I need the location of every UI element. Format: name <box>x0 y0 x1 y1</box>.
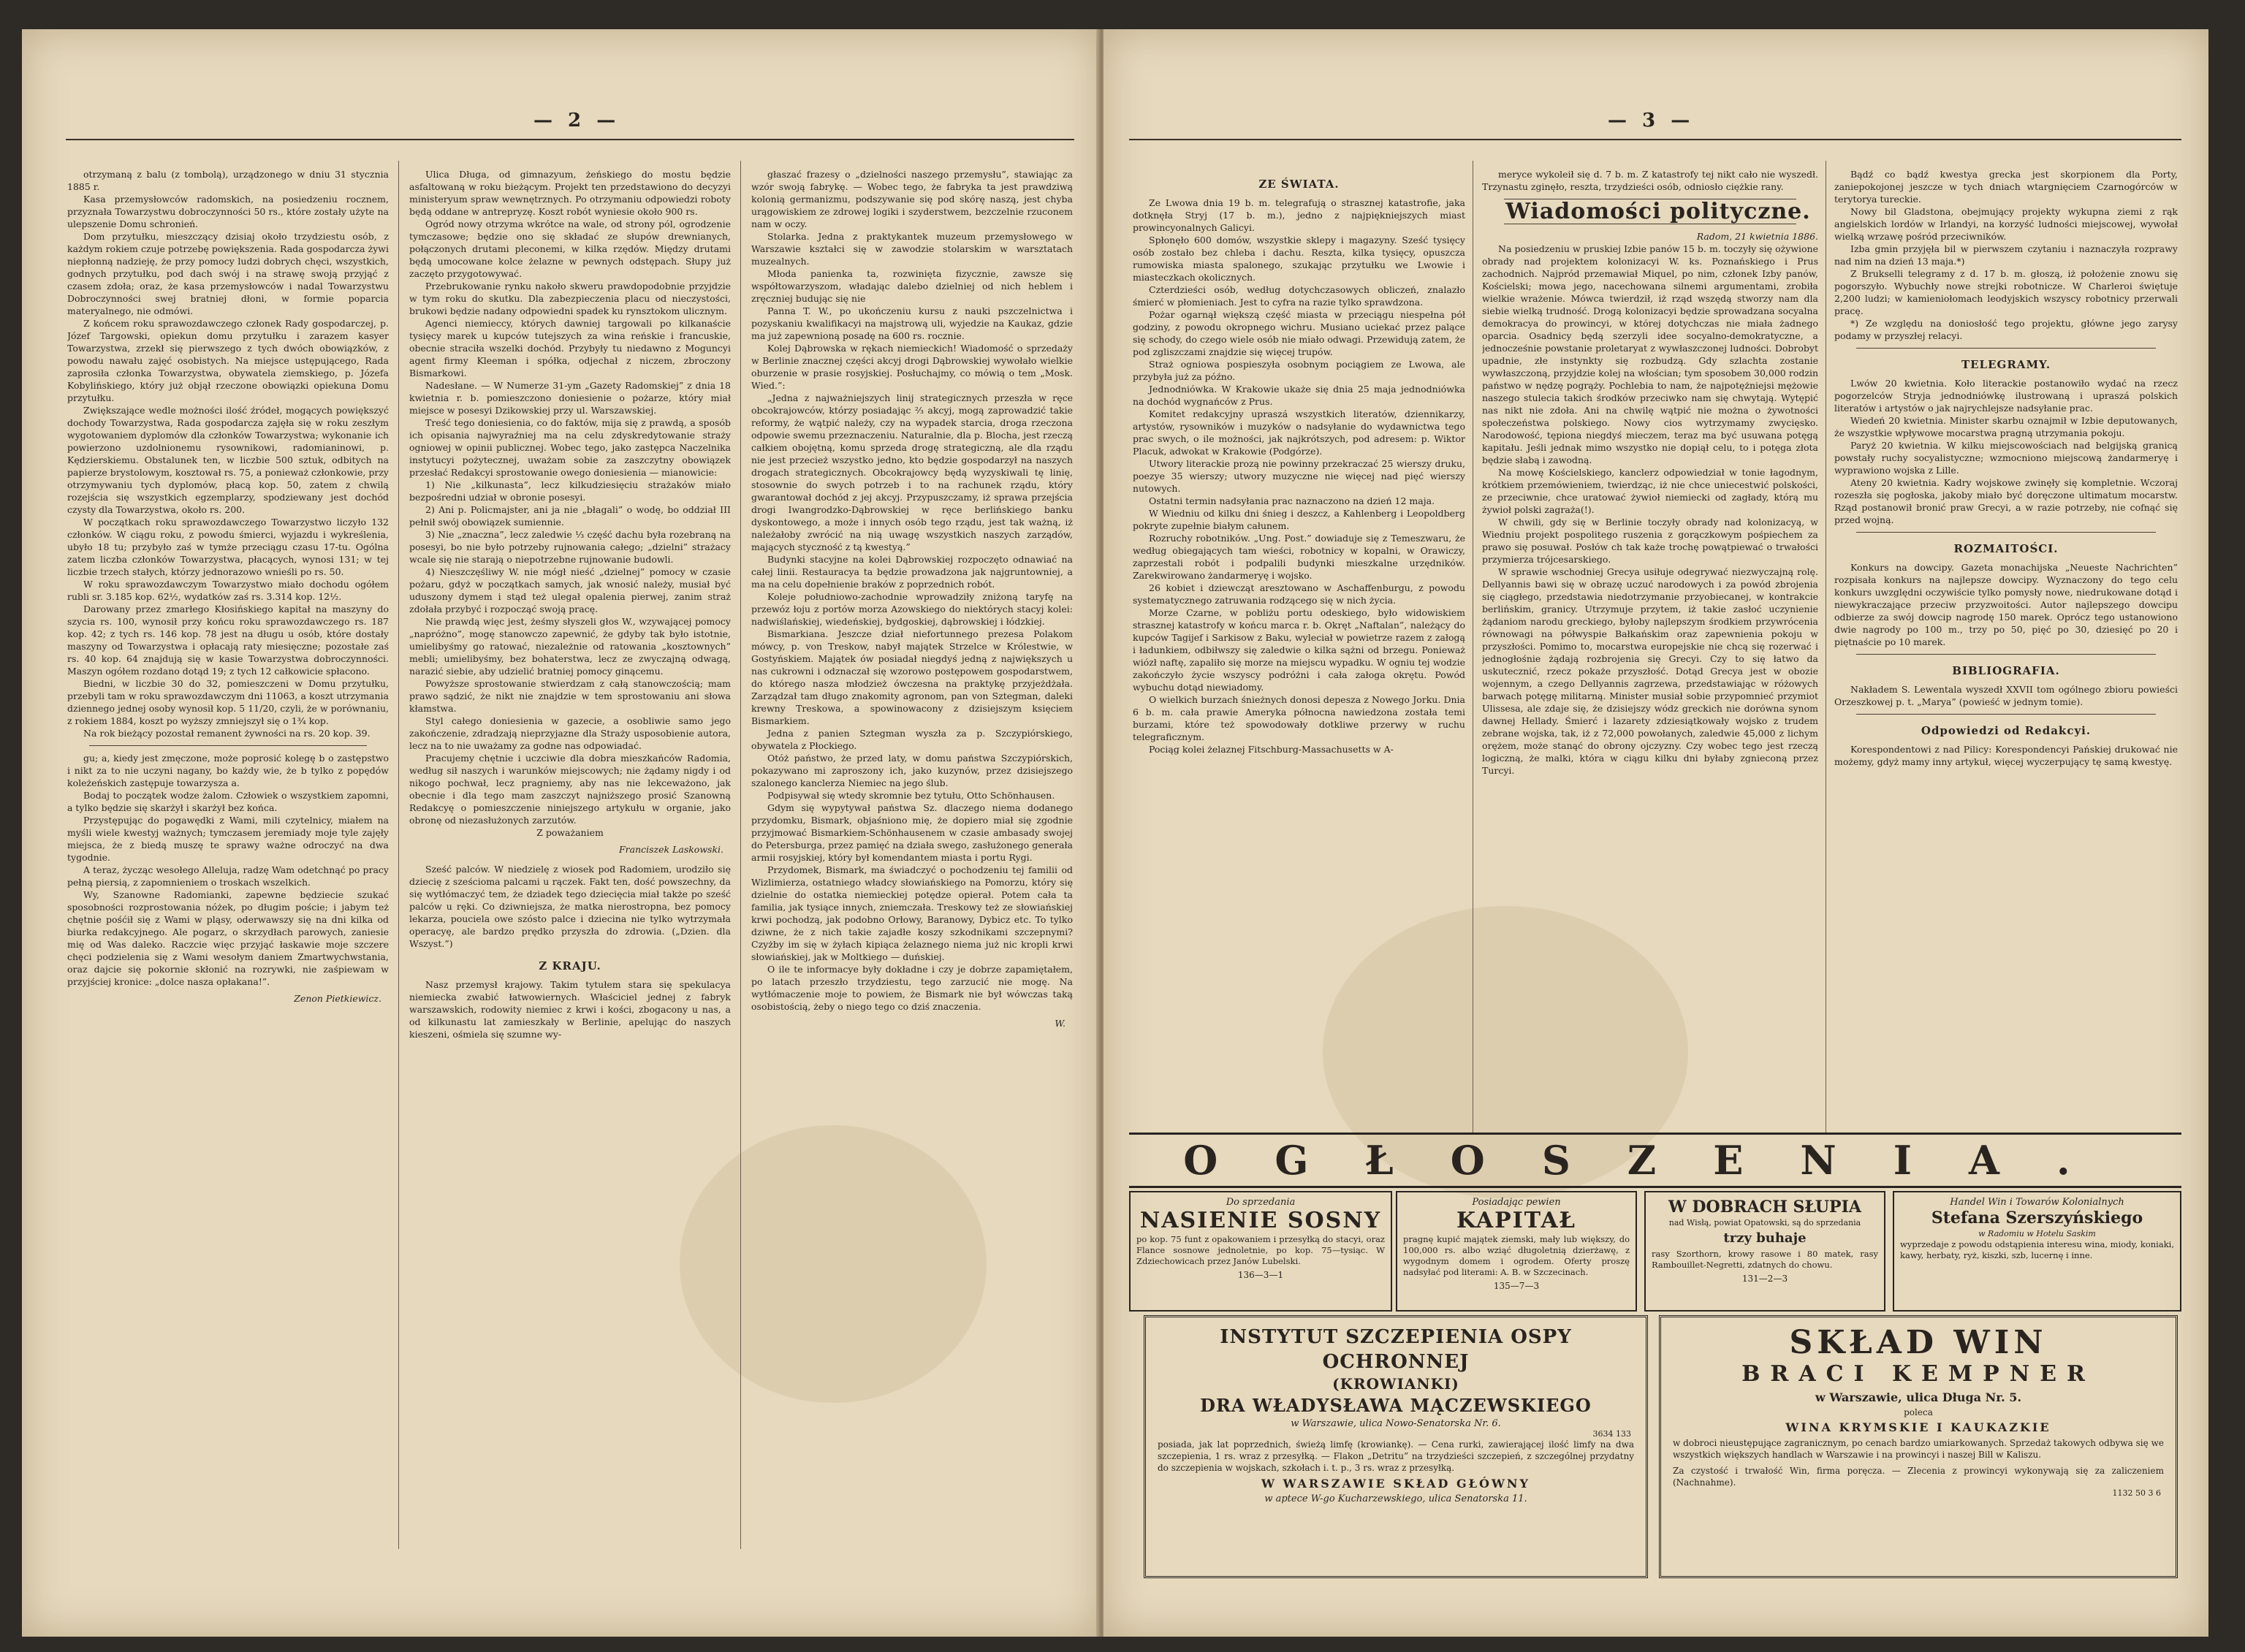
ad-footer: Za czystość i trwałość Win, firma poręcza. — Zlecenia z prowincyi wykonywają się za zaliczeniem (Nachnahme). <box>1673 1466 2164 1488</box>
article-paragraph: Bismarkiana. Jeszcze dział niefortunnego prezesa Polakom mówcy, p. von Treskow, nabył majątek Strzelce w Królestwie, w Gostyńskiem. Majątek ów posiadał niegdyś jedną z największych u nas cukrowni i odznaczał się wzorowo postępowem gospodarstwem, do którego nasza młodzież ówczesna na praktykę przyjeżdżała. Zarządzał tam długo znakomity agronom, pan von Sztegman, daleki krewny Treskowa, a spowinowacony z dzisiejszym księciem Bismarkiem. <box>751 628 1073 726</box>
article-paragraph: Przebrukowanie rynku nakoło skweru prawdopodobnie przyjdzie w tym roku do skutku. Dla zabezpieczenia placu od nieczystości, brukowi będzie nadany odpowiedni spadek ku rynsztokom ulicznym. <box>409 281 731 316</box>
article-paragraph: 26 kobiet i dziewcząt aresztowano w Aschaffenburgu, z powodu systematycznego zatruwania rodzącego się w nich życia. <box>1133 582 1465 606</box>
article-paragraph: Nadesłane. — W Numerze 31-ym „Gazety Radomskiej” z dnia 18 kwietnia r. b. pomieszczono doniesienie o pożarze, który miał miejsce w posesyi Dzikowskiej przy ul. Warszawskiej. <box>409 380 731 416</box>
article-paragraph: Spłonęło 600 domów, wszystkie sklepy i magazyny. Sześć tysięcy osób zostało bez chleba i dachu. Reszta, kilka tysięcy, opuszcza rumowiska miasta spalonego, szukając przytułku we Lwowie i miasteczkach okolicznych. <box>1133 235 1465 283</box>
section-title: TELEGRAMY. <box>1961 358 2051 371</box>
ad-ref: 131—2—3 <box>1741 1274 1788 1284</box>
article-paragraph: Nowy bil Gladstona, obejmujący projekty wykupna ziemi z rąk angielskich lordów w Irlandyi, na korzyść ludności miejscowej, wywołał wielką wrzawę pośród przeciwników. <box>1834 206 2178 242</box>
article-paragraph: Ze Lwowa dnia 19 b. m. telegrafują o strasznej katastrofie, jaka dotknęła Stryj (17 b. m.), jedno z najpiękniejszych miast prowincyonalnych Galicyi. <box>1133 197 1465 233</box>
ad-ref: 1132 50 3 6 <box>2112 1488 2161 1498</box>
ad-title: W DOBRACH SŁUPIA <box>1668 1198 1861 1217</box>
article-paragraph: 4) Nieszczęśliwy W. nie mógł nieść „dzielnej” pomocy w czasie pożaru, gdyż w początkach samych, jak wnosić należy, musiał być uduszony dymem i stąd też ulegał opalenia pierwej, zanim straż zdołała przybyć i rozpocząć swoją pracę. <box>409 566 731 614</box>
article-paragraph: Z Brukselli telegramy z d. 17 b. m. głoszą, iż położenie znowu się pogorszyło. Wybuchły nowe strejki robotnicze. W Charleroi świętuje 2,200 ludzi; w kamieniołomach leodyjskich wszyscy robotnicy przerwali pracę. <box>1834 268 2178 316</box>
right-column-2 <box>1482 168 1818 1133</box>
ad-ref: 3634 133 <box>1592 1429 1631 1439</box>
ad-subtitle: trzy buhaje <box>1723 1230 1807 1246</box>
article-paragraph: Jedna z panien Sztegman wyszła za p. Szczypiórskiego, obywatela z Płockiego. <box>751 728 1073 751</box>
article-paragraph: Pracujemy chętnie i uczciwie dla dobra mieszkańców Radomia, według sił naszych i warunków miejscowych; nie żądamy nigdy i od nikogo pochwał, lecz pragniemy, aby nas nie lekceważono, jak obecnie i dla tego mam zaszczyt najniższego prosić Szanowną Redakcyę o pomieszczenie niniejszego artykułu w organie, jako obronę od niezasłużonych zarzutów. <box>409 753 731 826</box>
article-paragraph: Otóż państwo, że przed laty, w domu państwa Szczypiórskich, pokazywano mi zaproszony ich, jako kuzynów, przez dzisiejszego szalonego kanclerza Niemiec na jego ślub. <box>751 753 1073 788</box>
ad-ref: 136—3—1 <box>1237 1270 1284 1280</box>
section-separator <box>1856 532 2156 533</box>
ad-sklad-win-kempner <box>1659 1315 2178 1578</box>
ad-footer: W WARSZAWIE SKŁAD GŁÓWNY <box>1261 1477 1530 1491</box>
article-paragraph: 3) Nie „znaczna”, lecz zaledwie ⅓ część dachu była rozebraną na posesyi, bo nie było potrzeby rujnowania całego; „dzielni” strażacy wcale się nie starają o niepotrzebne rujnowanie budowli. <box>409 529 731 565</box>
article-paragraph: Dom przytułku, mieszczący dzisiaj około trzydziestu osób, z każdym rokiem czuje potrzebę powiększenia. Rada gospodarcza żywi niepłonną nadzieję, że przy pomocy ludzi dobrych chęci, wszystkich, godnych przytułku, pod dach swój i na strawę swoją przyjąć z czasem zdoła; oraz, że kasa przemysłowców i nadal Towarzystwu Dobroczynności swej bratniej dłoni, w formie poparcia materyalnego, nie odmówi. <box>67 231 389 316</box>
article-paragraph: Przystępując do pogawędki z Wami, mili czytelnicy, miałem na myśli wiele kwestyj ważnych; tymczasem jeremiady moje tyle zajęły miejsca, że z biedą muszę te sprawy ważne odroczyć na dwa tygodnie. <box>67 815 389 863</box>
left-page <box>22 29 1100 1637</box>
article-paragraph: Nasz przemysł krajowy. Takim tytułem stara się spekulacya niemiecka zwabić łatwowiernych. Właściciel jednej z fabryk warszawskich, rodowity niemiec z krwi i kości, zbogacony u nas, a od kilkunastu lat zamieszkały w Berlinie, apelując do naszych kieszeni, ośmiela się szumne wy- <box>409 979 731 1040</box>
ad-line: Do sprzedania <box>1226 1197 1296 1208</box>
telegram-item: Paryż 20 kwietnia. W kilku miejscowościach nad belgijską granicą powstały ruchy socyalistyczne; wzmocniono miejscową żandarmeryę i wyprawiono wojska z Lille. <box>1834 440 2178 476</box>
article-paragraph: Pociąg kolei żelaznej Fitschburg-Massachusetts w A- <box>1149 744 1394 755</box>
ad-body: posiada, jak lat poprzednich, świeżą limfę (krowiankę). — Cena rurki, zawierającej ilość limfy na dwa szczepienia, 1 rs. wraz z przesyłką. — Flakon „Detritu” na trzydzieści szczepień, z szczególnej przydatny do szczepienia w wojskach, szkołach i. t. p., 3 rs. wraz z przesyłką. <box>1158 1439 1634 1473</box>
header-rule <box>66 139 1074 140</box>
header-rule <box>1129 139 2181 140</box>
section-separator <box>1856 654 2156 655</box>
article-paragraph: Gdym się wypytywał państwa Sz. dlaczego niema dodanego przydomku, Bismark, objaśniono mię, że dopiero miał się zgodnie przyjmować Bismarkiem-Schönhausenem w czasie ambasady swojej do Petersburga, przez pamięć na działa swego, zasłużonego generała armii rosyjskiej, który był komendantem miasta i portu Rygi. <box>751 802 1073 863</box>
article-paragraph: 1) Nie „kilkunasta”, lecz kilkudziesięciu strażaków miało bezpośredni udział w obronie posesyi. <box>409 479 731 503</box>
article-paragraph: Rozruchy robotników. „Ung. Post.” dowiaduje się z Temeszwaru, że według obiegających tam wieści, robotnicy w kopalni, w Orawiczy, zaprzestali robót i podpalili budynki mieszkalne urzędników. Zarekwirowano żandarmeryę i wojsko. <box>1133 533 1465 581</box>
ad-line: w Warszawie, ulica Długa Nr. 5. <box>1815 1390 2022 1404</box>
section-separator <box>1856 714 2156 715</box>
article-paragraph: Ostatni termin nadsyłania prac naznaczono na dzień 12 maja. <box>1149 495 1435 506</box>
ad-line: poleca <box>1904 1407 1933 1417</box>
article-paragraph: Podpisywał się wtedy skromnie bez tytułu, Otto Schönhausen. <box>767 790 1055 801</box>
article-paragraph: Na posiedzeniu w pruskiej Izbie panów 15 b. m. toczyły się ożywione obrady nad projektem kolonizacyi W. ks. Poznańskiego i Prus zachodnich. Najpród przemawiał Miquel, po nim, członek Izby panów, Kościelski; mowa jego, nacechowana silnemi argumentami, zrobiła wielkie wrażenie. Mówca twierdził, iż rząd wszędą stworzy nam dla siebie wielką trudność. Drogą kolonizacyi będzie sprowadzana socyalna demokracya do prowincyi, w której dotychczas nie miała żadnego oparcia. Osadnicy będą szerzyli idee socyalno-demokratyczne, a jednocześnie powstanie proletaryat z wywłaszczonej ludności. Dobrobyt upadnie, złe instynkty się rozbudzą. Gdy szlachta zostanie wywłaszczoną, przyjdzie kolej na włościan; tym sposobem 30,000 rodzin państwo w nędzę pogrąży. Pochlebia to nam, że najpotężniejsi mężowie naszego stulecia takich środków przeciwko nam się chwytają. Wytępić nas nikt nie zdoła. Ani na chwilę wątpić nie można o żywotności społeczeństwa polskiego. Nowy cios wytrzymamy zwycięsko. Narodowość, tępiona niegdyś mieczem, teraz ma być usuwana potęgą kapitału. Jeśli jednak mimo wszystko nie dopiął celu, to i potęga złota będzie słabą i zawodną. <box>1482 243 1818 465</box>
article-paragraph: Darowany przez zmarłego Kłosińskiego kapitał na maszyny do szycia rs. 100, wynosił przy końcu roku sprawozdawczego rs. 187 kop. 42; z tych rs. 146 kop. 78 jest na długu u osób, które dostały maszyny od Towarzystwa i opłacają raty miesięczne; pozostałe zaś rs. 40 kop. 64 znajdują się w kasie Towarzystwa dobroczynności. Maszyn ogółem rozdano dotąd 19; z tych 12 całkowicie spłacono. <box>67 604 389 677</box>
ad-nasienie-sosny <box>1129 1191 1392 1312</box>
ad-subtitle: (KROWIANKI) <box>1332 1375 1459 1393</box>
ad-body: pragnę kupić majątek ziemski, mały lub większy, do 100,000 rs. albo wziąć długoletnią dzierżawę, z wygodnym domem i ogrodem. Oferty proszę nadsyłać pod literami: A. B. w Szczecinach. <box>1403 1234 1630 1277</box>
article-paragraph: Wy, Szanowne Radomianki, zapewne będziecie szukać sposobności rozprostowania nóżek, po długim poście; i jabym też chętnie pośćił się z Wami w pląsy, oderwawszy się na dni kilka od biurka redakcyjnego. Ale pogarz, o skrzydłach parowych, zaniesie mię od Was daleko. Raczcie więc przyjąć łaskawie moje szczere chęci podzielenia się z Wami wesołym daniem Zmartwychwstania, oraz dajcie się pokornie skłonić na rozrywki, nie zaśpiewam w przyjściej kronice: „dolce nasza opłakana!”. <box>67 889 389 987</box>
article-paragraph: O wielkich burzach śnieżnych donosi depesza z Nowego Jorku. Dnia 6 b. m. cała prawie Ameryka północna nawiedzona została temi burzami, które też spowodowały dotkliwe przerwy w ruchu telegraficznym. <box>1133 694 1465 742</box>
ogloszenia-banner: OGŁOSZENIA. <box>1129 1133 2181 1188</box>
article-paragraph: W sprawie wschodniej Grecya usiłuje odegrywać niezwyczajną rolę. Dellyannis bawi się w obrazę uczuć narodowych i za powód zbrojenia się ciągłego, przedstawia niedotrzymanie przyobiecanej, w kontrakcie berlińskim, granicy. Utrzymuje przytem, iż takie zasłoć uczynienie żądaniom narodu greckiego, byłoby najlepszym środkiem przywrócenia równowagi na półwyspie Bałkańskim oraz zapewnienia pokoju w przyszłości. Pomimo to, mocarstwa europejskie nie chcą się rozerwać i jednogłośnie żądają rozbrojenia się Grecyi. Czy to się łatwo da uskutecznić, rzecz pokaże przyszłość. Dotąd Grecya jest w obozie wojennym, a czego Dellyannis zagrzewa, przedstawiając w różowych barwach potęgę militarną. Minister musiał sobie przypomnieć przymiot Ulissesa, ale zdaje się, że dzisiejszy wódz greckich nie dorówna synom dawnej Hellady. Śmierć i lazarety zdziesiątkowały wojsko z trudem zebrane wojska, tak, iż z 72,000 powołanych, zaledwie 45,000 z lichym orężem, może stanąć do obrony ojczyzny. Czy wobec tego jest rzeczą logiczną, że malki, która w ciągu kilku dni byłaby zgnieconą przez Turcyi. <box>1482 566 1818 776</box>
ad-ref: 135—7—3 <box>1493 1281 1540 1291</box>
article-paragraph: Czterdzieści osób, według dotychczasowych obliczeń, znalazło śmierć w płomieniach. Jest to cyfra na razie tylko sprawdzona. <box>1133 284 1465 308</box>
closing-phrase: Z poważaniem <box>536 827 604 838</box>
article-paragraph: Pożar ogarnął większą część miasta w przeciągu niespełna pół godziny, z powodu okropnego wichru. Musiano uciekać przez palące się schody, do czego wiele osób nie miało odwagi. Przewidują zatem, że pod zgliszczami znajdzie się więcej trupów. <box>1133 309 1465 357</box>
section-heading: Wiadomości polityczne. <box>1505 199 1811 224</box>
ad-title: BRACI KEMPNER <box>1741 1361 2095 1387</box>
article-paragraph: Powyższe sprostowanie stwierdzam z całą stanowczością; mam prawo sądzić, że nikt nie znajdzie w tem sprostowaniu ani słowa kłamstwa. <box>409 678 731 714</box>
article-paragraph: Zwiększające wedle możności ilość źródeł, mogących powiększyć dochody Towarzystwa, Rada gospodarcza zajęła się w roku zeszłym wygotowaniem dyplomów dla członków Towarzystwa; wykonanie ich powierzono uzdolnionemu rysownikowi, radomianinowi, p. Kędzierskiemu. Obstalunek ten, w liczbie 500 sztuk, odbitych na papierze brystolowym, kosztował rs. 75, a ponieważ członkowie, przy otrzymywaniu tych dyplomów, płacą kop. 50, zatem z chwilą rozejścia się wszystkich egzemplarzy, spodziewany jest dochód czysty dla Towarzystwa, około rs. 200. <box>67 405 389 515</box>
author-signature: W. <box>1055 1018 1065 1029</box>
telegram-item: Wiedeń 20 kwietnia. Minister skarbu oznajmił w Izbie deputowanych, że wszystkie wpływowe mocarstwa pragną utrzymania pokoju. <box>1834 415 2178 438</box>
ad-line: w Radomiu w Hotelu Saskim <box>1978 1229 2096 1238</box>
article-paragraph: Bodaj to początek wodze żalom. Człowiek o wszystkiem zapomni, a tylko będzie się skarżył i skarżył bez końca. <box>67 790 389 813</box>
article-paragraph: Przydomek, Bismark, ma świadczyć o pochodzeniu tej familii od Wizlimierza, ostatniego władcy słowiańskiego na Pomorzu, który się dzielnie do ostatka niemieckiej potędze opierał. Potem cała ta familia, jak tysiące innych, zniemczała. Treskowy też ze słowiańskiej krwi pochodzą, jak podobno Orłowy, Baranowy, Dybicz etc. To tylko dziwne, że z nich takie zajadłe koszy szkodnikami szczepnymi? Czyżby im się w żyłach kipiąca żelaznego niema już nic kropli krwi słowiańskiej, jak w Moltkiego — duńskiej. <box>751 864 1073 962</box>
ad-body: w dobroci nieustępujące zagranicznym, po cenach bardzo umiarkowanych. Sprzedaż takowych odbywa się we wszystkich większych handlach w Warszawie i na prowincyi i naszej Bill w Kaliszu. <box>1673 1438 2164 1460</box>
ad-line: Handel Win i Towarów Kolonialnych <box>1950 1197 2124 1208</box>
article-paragraph: Sześć palców. W niedzielę z wiosek pod Radomiem, urodziło się dziecię z sześcioma palcami u rączek. Fakt ten, dość powszechny, da się wytłómaczyć tem, że dziadek tego dziecięcia miał także po sześć palców u ręki. Co dziwniejsza, że matka nierostropna, bez pomocy lekarza, pouciela owe szósto palce i dziecina nie tylko wytrzymała operacyę, ale bardzo prędko przyszła do zdrowia. („Dzien. dla Wszyst.”) <box>409 864 731 949</box>
article-paragraph: A teraz, życząc wesołego Alleluja, radzę Wam odetchnąć po pracy pełną piersią, z zapomnieniem o troskach wszelkich. <box>67 864 389 888</box>
article-paragraph: Bądź co bądź kwestya grecka jest skorpionem dla Porty, zaniepokojonej jeszcze w tych dniach wtargnięciem Czarnogórców w terytorya tureckie. <box>1834 169 2178 205</box>
column-divider <box>740 161 741 1549</box>
right-column-3 <box>1834 168 2178 1133</box>
ad-body: rasy Szorthorn, krowy rasowe i 80 matek, rasy Rambouillet-Negretti, zdatnych do chowu. <box>1652 1249 1878 1270</box>
ad-line: Posiadając pewien <box>1472 1197 1561 1208</box>
article-paragraph: Izba gmin przyjęła bil w pierwszem czytaniu i naznaczyła rozprawy nad nim na dzień 13 maja.*) <box>1834 243 2178 267</box>
section-title: Odpowiedzi od Redakcyi. <box>1921 724 2092 737</box>
article-paragraph: Na mowę Kościelskiego, kanclerz odpowiedział w tonie łagodnym, krótkiem przemówieniem, twierdząc, iż nie chce uniecestwić polskości, ze przeciwnie, chce uratować żywioł niemiecki od zagłady, którą mu żywioł polski zagraża(!). <box>1482 467 1818 515</box>
right-column-1 <box>1133 168 1465 1133</box>
section-separator <box>1856 348 2156 349</box>
section-separator <box>89 745 367 746</box>
article-paragraph: Panna T. W., po ukończeniu kursu z nauki pszczelnictwa i pozyskaniu kwalifikacyi na majstrową uli, wyjedzie na Kaukaz, gdzie ma już zapewnioną posadę na 600 rs. rocznie. <box>751 305 1073 341</box>
ad-dobra-slupia <box>1644 1191 1885 1312</box>
article-paragraph: W początkach roku sprawozdawczego Towarzystwo liczyło 132 członków. W ciągu roku, z powodu śmierci, wyjazdu i wykreślenia, ubyło 18 tu; przybyło zaś w tymże przeciągu czasu 17-tu. Ogólna zatem liczba członków Towarzystwa, płacących, wynosi 131; w tej liczbie trzech stałych, którzy jednorazowo wnieśli po rs. 50. <box>67 517 389 577</box>
article-paragraph: Biedni, w liczbie 30 do 32, pomieszczeni w Domu przytułku, przebyli tam w roku sprawozdawczym dni 11063, a koszt utrzymania dziennego jednej osoby wynosił kop. 5 11/20, czyli, że w porównaniu, z rokiem 1884, koszt po wyższy zmniejszył się o 1¾ kop. <box>67 678 389 726</box>
article-paragraph: Styl całego doniesienia w gazecie, a osobliwie samo jego zakończenie, zdradzają nieprzyjazne dla Straży usposobienie autora, lecz na to nie uważamy za godne nas odpowiadać. <box>409 715 731 751</box>
ad-kapital <box>1396 1191 1637 1312</box>
article-paragraph: Straż ogniowa pospieszyła osobnym pociągiem ze Lwowa, ale przybyła już za późno. <box>1133 359 1465 382</box>
article-paragraph: Utwory literackie prozą nie powinny przekraczać 25 wierszy druku, poezye 35 wierszy; utwory muzyczne nie więcej nad pięć wierszy nutowych. <box>1133 458 1465 494</box>
article-paragraph: Z końcem roku sprawozdawczego członek Rady gospodarczej, p. Józef Targowski, opiekun domu przytułku i zarazem kasyer Towarzystwa, zrzekł się pierwszego z tych dwóch obowiązków, z powodu nawału zajęć osobistych. Na miejsce ustępującego, Rada zaprosiła członka Towarzystwa, obywatela ziemskiego, p. Józefa Kobylińskiego, który już objął rzeczone obowiązki opiekuna Domu przytułku. <box>67 318 389 403</box>
left-column-3 <box>751 168 1073 1571</box>
article-paragraph: Jednodniówka. W Krakowie ukaże się dnia 25 maja jednodniówka na dochód wygnańców z Prus. <box>1133 384 1465 407</box>
ad-body: nad Wisłą, powiat Opatowski, są do sprzedania <box>1668 1218 1861 1227</box>
article-paragraph: „Jedna z najważniejszych linij strategicznych przeszła w ręce obcokrajowców, którzy posiadając ⅔ akcyj, mogą zaprowadzić takie reformy, że wątpić należy, czy na wypadek starcia, droga rzeczona odpowie swemu przeznaczeniu. Naturalnie, dla p. Blocha, jest rzeczą całkiem obojętną, komu sprzeda drogę strategiczną, ale dla rządu nie jest przecież wszystko jedno, kto będzie gospodarzył na naszych drogach strategicznych. Obcokrajowcy będą wyzyskiwali tę linię, stosownie do swych potrzeb i to na rachunek rządu, który gwarantował dochód z jej akcyj. Przypuszczamy, iż sprawa przejścia drogi Iwangrodzko-Dąbrowskiej w ręce berlińskiego banku dyskontowego, a może i innych osób tego rządu, jest tak ważną, iż należałoby zwrócić na nią uwagę wszystkich naszych zarządów, mających styczność z tą kwestyą.” <box>751 392 1073 552</box>
article-paragraph: Agenci niemieccy, których dawniej targowali po kilkanaście tysięcy marek u kupców tutejszych za wina reńskie i francuskie, obecnie straciła wszelki dochód. Przybyły tu niedawno z Moguncyi agent firmy Kleeman i spółka, odjechał z niczem, zbroczony Bismarkowi. <box>409 318 731 378</box>
section-title: Z KRAJU. <box>539 959 601 972</box>
page-number: — 3 — <box>1608 110 1695 132</box>
telegram-item: Lwów 20 kwietnia. Koło literackie postanowiło wydać na rzecz pogorzelców Stryja jednodniówkę ilustrowaną i upraszá polskich literatów i artystów o jak najrychlejsze nadsyłanie prac. <box>1834 378 2178 414</box>
article-paragraph: Nie prawdą więc jest, żeśmy słyszeli głos W., wzywającej pomocy „napróżno”, mogę stanowczo zapewnić, że gdyby tak było istotnie, umielibyśmy go ratować, niezależnie od ratowania „kosztownych” mebli; umielibyśmy, bez bohaterstwa, lecz ze zwyczajną odwagą, narazić siebie, aby udzielić bratniej pomocy ginącemu. <box>409 616 731 677</box>
author-signature: Zenon Pietkiewicz. <box>294 993 381 1004</box>
article-paragraph: Morze Czarne, w pobliżu portu odeskiego, było widowiskiem strasznej katastrofy w końcu marca r. b. Okręt „Naftalan”, należący do kupców Tagijef i Sarkisow z Baku, wyleciał w powietrze razem z załogą i ładunkiem, odbiłwszy się zaledwie o kilka sążni od brzegu. Ponieważ wiózł naftę, zapaliło się morze na miejscu wypadku. W ogniu tej wodzie zakończyło życie wszyscy podróżni i cała załoga okrętu. Powód wybuchu dotąd niewiadomy. <box>1133 607 1465 693</box>
ad-title: KAPITAŁ <box>1456 1208 1576 1233</box>
left-column-1 <box>67 168 389 1571</box>
section-title: BIBLIOGRAFIA. <box>1952 664 2060 677</box>
ad-title: Stefana Szerszyńskiego <box>1931 1208 2143 1227</box>
column-divider <box>398 161 399 1549</box>
article-paragraph: Stolarka. Jedna z praktykantek muzeum przemysłowego w Warszawie kształci się w zawodzie stolarskim w warsztatach muzealnych. <box>751 231 1073 267</box>
article-paragraph: Budynki stacyjne na kolei Dąbrowskiej rozpoczęto odnawiać na całej linii. Restauracya ta będzie prowadzona jak najgruntowniej, a ma na celu dopełnienie braków z poprzednich robót. <box>751 554 1073 590</box>
ad-line: w Warszawie, ulica Nowo-Senatorska Nr. 6. <box>1291 1418 1501 1429</box>
dateline: Radom, 21 kwietnia 1886. <box>1696 231 1818 242</box>
article-paragraph: Korespondentowi z nad Pilicy: Korespondencyi Pańskiej drukować nie możemy, gdyż mamy inny artykuł, więcej wyczerpujący tę samą kwestyę. <box>1834 744 2178 767</box>
article-paragraph: Treść tego doniesienia, co do faktów, mija się z prawdą, a sposób ich opisania najwyraźniej ma na celu zdyskredytowanie straży ogniowej w opinii publicznej. Wobec tego, jako zastępca Naczelnika instytucyi pożytecznej, uważam sobie za zaszczytny obowiązek przesłać Redakcyi sprostowanie owego doniesienia — mianowicie: <box>409 417 731 478</box>
article-paragraph: otrzymaną z balu (z tombolą), urządzonego w dniu 31 stycznia 1885 r. <box>67 169 389 192</box>
article-paragraph: Kolej Dąbrowska w rękach niemieckich! Wiadomość o sprzedaży w Berlinie znacznej części akcyj drogi Dąbrowskiej wywołało wielkie oburzenie w prasie rosyjskiej. Posłuchajmy, co mówią o tem „Mosk. Wied.”: <box>751 343 1073 391</box>
article-paragraph: W Wiedniu od kilku dni śnieg i deszcz, a Kahlenberg i Leopoldberg pokryte zupełnie białym całunem. <box>1133 508 1465 531</box>
article-paragraph: głaszać frazesy o „dzielności naszego przemysłu”, stawiając za wzór swoją fabrykę. — Wobec tego, że fabryka ta jest prawdziwą kolonią germanizmu, podszywanie się pod skórę naszą, jest chyba urągowiskiem ze zdrowej logiki i szyderstwem, bezczelnie rzuconem nam w oczy. <box>751 169 1073 229</box>
section-title: ROZMAITOŚCI. <box>1953 542 2059 555</box>
article-paragraph: Na rok bieżący pozostał remanent żywności na rs. 20 kop. 39. <box>83 728 371 739</box>
article-paragraph: Kasa przemysłowców radomskich, na posiedzeniu rocznem, przyznała Towarzystwu dobroczynności 50 rs., które zostały użyte na ulepszenie Domu schronień. <box>67 194 389 229</box>
article-paragraph: Komitet redakcyjny upraszá wszystkich literatów, dziennikarzy, artystów, rysowników i muzyków o nadsyłanie do wydawnictwa tego prac swych, o ile możności, jak najkrótszych, pod adresem: p. Wiktor Placuk, adwokat w Krakowie (Podgórze). <box>1133 408 1465 457</box>
article-paragraph: gu; a, kiedy jest zmęczone, może poprosić kolegę b o zastępstwo i nikt za to nie uczyni nagany, bo każdy wie, że b tylko z popędów koleżeńskich zastępuje towarzysza a. <box>67 753 389 788</box>
article-paragraph: Konkurs na dowcipy. Gazeta monachijska „Neueste Nachrichten” rozpisała konkurs na najlepsze dowcipy. Wyznaczony do tego celu konkurs uwzględni oczywiście tylko pomysły nowe, niedrukowane dotąd i niewykraczające przeciw przyzwoitości. Autor najlepszego dowcipu odbierze za swój dowcip nagrodę 150 marek. Oprócz tego ustanowiono dwie nagrody po 100 m., trzy po 50, pięć po 30, dziesięć po 20 i piętnaście po 10 marek. <box>1834 562 2178 647</box>
section-title: ZE ŚWIATA. <box>1258 178 1340 191</box>
footnote: *) Ze względu na doniosłość tego projektu, główne jego zarysy podamy w przyszłej relacyi. <box>1834 318 2178 341</box>
article-paragraph: Ulica Długa, od gimnazyum, żeńskiego do mostu będzie asfaltowaną w roku bieżącym. Projekt ten przedstawiono do decyzyi ministeryum spraw wewnętrznych. Po otrzymaniu odpowiedzi roboty będą oddane w antrepryzę. Koszt robót wyniesie około 900 rs. <box>409 169 731 217</box>
telegram-item: Ateny 20 kwietnia. Kadry wojskowe zwinęły się kompletnie. Wczoraj rozeszła się pogłoska, jakoby miało być doręczone ultimatum mocarstw. Rząd postanowił bronić praw Grecyi, a w razie potrzeby, nie cofnąć się przed wojną. <box>1834 477 2178 525</box>
author-signature: Franciszek Laskowski. <box>618 844 723 855</box>
ad-instytut-szczepienia <box>1144 1315 1648 1578</box>
article-paragraph: Koleje południowo-zachodnie wprowadziły zniżoną taryfę na przewóz łoju z portów morza Azowskiego do niektórych stacyj kolei: nadwiślańskiej, wiedeńskiej, bydgoskiej, dąbrowskiej i łódzkiej. <box>751 591 1073 627</box>
page-number: — 2 — <box>533 110 620 132</box>
left-column-2 <box>409 168 731 1571</box>
ad-subtitle: WINA KRYMSKIE I KAUKAZKIE <box>1785 1420 2051 1434</box>
ad-title: DRA WŁADYSŁAWA MĄCZEWSKIEGO <box>1200 1395 1592 1416</box>
article-paragraph: meryce wykoleił się d. 7 b. m. Z katastrofy tej nikt cało nie wyszedł. Trzynastu zginęło, reszta, trzydzieści osób, odniosło ciężkie rany. <box>1482 169 1818 192</box>
ad-body: po kop. 75 funt z opakowaniem i przesyłką do stacyi, oraz Flance sosnowe jednoletnie, po kop. 75—tysiąc. W Zdziechowicach przez Janów Lubelski. <box>1136 1234 1385 1266</box>
ad-title: INSTYTUT SZCZEPIENIA OSPY OCHRONNEJ <box>1220 1326 1572 1373</box>
article-paragraph: W chwili, gdy się w Berlinie toczyły obrady nad kolonizacyą, w Wiedniu projekt pospolitego ruszenia z gorączkowym pośpiechem za prawo się posuwał. Posłów ch tak każe trochę powątpiewać o trwałości przymierza trójcesarskiego. <box>1482 517 1818 565</box>
article-paragraph: Ogród nowy otrzyma wkrótce na wale, od strony pól, ogrodzenie tymczasowe; będzie ono się składać ze słupów drewnianych, połączonych drutami pleconemi, w kilka rzędów. Między drutami będą umocowane kolce żelazne w pewnych odstępach. Słupy już zaczęto przygotowywać. <box>409 218 731 279</box>
ad-title: SKŁAD WIN <box>1789 1324 2048 1361</box>
article-paragraph: Młoda panienka ta, rozwinięta fizycznie, zawsze się współtowarzyszom, władając dalebo dzielniej od nich heblem i zręczniej budując się nie <box>751 268 1073 304</box>
article-paragraph: Nakładem S. Lewentala wyszedł XXVII tom ogólnego zbioru powieści Orzeszkowej p. t. „Marya” (powieść w jednym tomie). <box>1834 684 2178 707</box>
article-paragraph: 2) Ani p. Policmajster, ani ja nie „błagali” o wodę, bo oddział III pełnił swój obowiązek sumiennie. <box>409 504 731 528</box>
article-paragraph: O ile te informacye były dokładne i czy je dobrze zapamiętałem, po latach przeszło trzydziestu, tego zarzucić nie mogę. Na wytłómaczenie moje to powiem, że Bismark nie był wówczas taką osobistością, żeby o niego tego co dziś znaczenia. <box>751 964 1073 1012</box>
ad-body: wyprzedaje z powodu odstąpienia interesu wina, miody, koniaki, kawy, herbaty, ryż, kiszki, szb, lucernę i inne. <box>1900 1239 2174 1260</box>
ad-footer-line: w aptece W-go Kucharzewskiego, ulica Senatorska 11. <box>1264 1493 1527 1504</box>
ad-title: NASIENIE SOSNY <box>1139 1208 1382 1233</box>
article-paragraph: W roku sprawozdawczym Towarzystwo miało dochodu ogółem rubli sr. 3.185 kop. 62½, wydatków zaś rs. 3.314 kop. 12½. <box>67 579 389 602</box>
ad-szerszynski <box>1893 1191 2181 1312</box>
